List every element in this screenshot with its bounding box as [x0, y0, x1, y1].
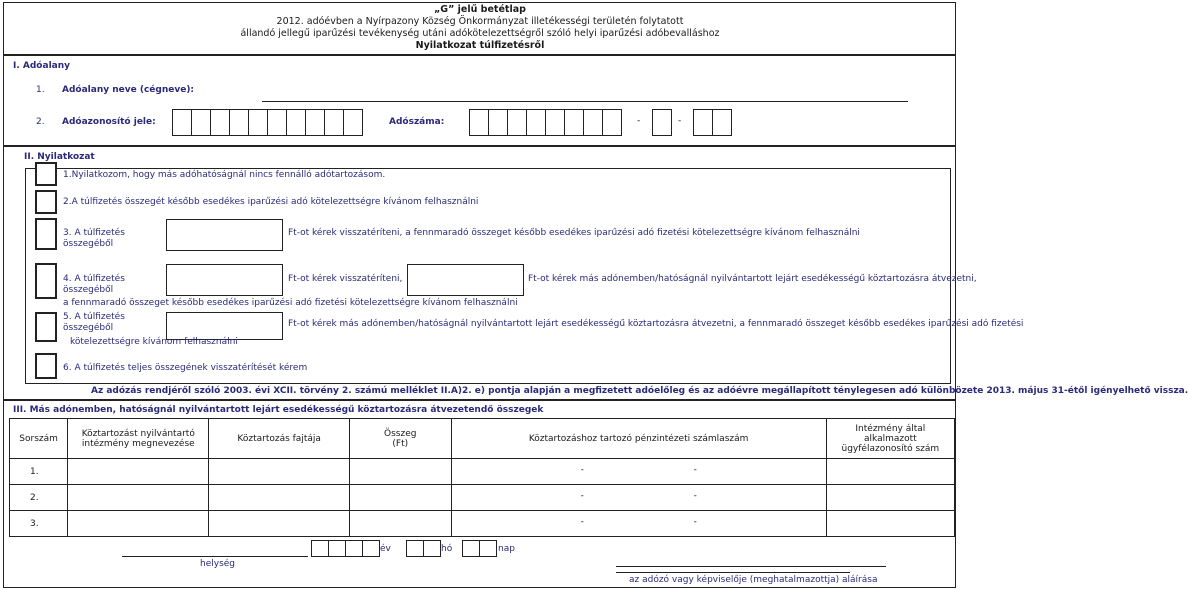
option3-checkbox[interactable] [35, 218, 57, 250]
col-institution: Köztartozást nyilvántartó intézmény megnevezése [68, 419, 209, 459]
tax-id-digit-cell[interactable] [324, 109, 344, 136]
month-label: hó [441, 544, 453, 554]
tax-id-digit-cell[interactable] [210, 109, 230, 136]
table-row [10, 511, 955, 537]
option1-checkbox[interactable] [35, 162, 57, 186]
tax-number-digit-cell[interactable] [488, 109, 508, 136]
taxpayer-name-label: Adóalany neve (cégneve): [62, 85, 195, 95]
signer-label: az adózó vagy képviselője (meghatalmazottja) aláírása [629, 575, 878, 585]
tax-id-label: Adóazonosító jele: [62, 117, 156, 127]
option4-transfer-field[interactable] [407, 264, 524, 296]
cell-institution[interactable] [68, 485, 209, 511]
cell-account[interactable] [451, 459, 826, 485]
cell-debt-type[interactable] [209, 459, 350, 485]
place-line[interactable] [122, 556, 308, 557]
section1-title: I. Adóalany [13, 61, 70, 71]
option4-line2: a fennmaradó összeget később esedékes iparűzési adó fizetési kötelezettségre kívánom felhasználni [63, 298, 518, 308]
month-digit-cell[interactable] [423, 540, 441, 557]
section2-title: II. Nyilatkozat [24, 152, 95, 162]
signature-line[interactable] [616, 566, 886, 567]
option5-text: Ft-ot kérek más adónemben/hatóságnál nyilvántartott lejárt esedékességű köztartozásra átvezetni, a fennmaradó összeget később esedékes iparűzési adó fizetési [288, 319, 1024, 329]
account-dash: - [693, 491, 697, 501]
year-digit-cell[interactable] [311, 540, 329, 557]
option4-right-text: Ft-ot kérek más adónemben/hatóságnál nyilvántartott lejárt esedékességű köztartozásra átvezetni, [528, 274, 977, 284]
option3-label-b: összegéből [63, 239, 114, 249]
col-serial: Sorszám [10, 419, 68, 459]
option5-label-a: 5. A túlfizetés [63, 312, 125, 322]
tax-id-digit-cell[interactable] [343, 109, 363, 136]
tax-number-digit-cell[interactable] [652, 109, 672, 136]
col-client-id: Intézmény által alkalmazott ügyfélazonosító szám [826, 419, 954, 459]
account-dash: - [693, 465, 697, 475]
option5-amount-field[interactable] [166, 312, 283, 340]
option4-label-b: összegéből [63, 285, 114, 295]
row-number: 1. [10, 459, 68, 485]
form-subtitle-2: állandó jellegű iparűzési tevékenység utáni adókötelezettségről szóló helyi iparűzési adóbevalláshoz [240, 28, 720, 39]
option5-label-b: összegéből [63, 323, 114, 333]
day-digit-cell[interactable] [462, 540, 480, 557]
year-digit-cell[interactable] [362, 540, 380, 557]
tax-number-digit-cell[interactable] [583, 109, 603, 136]
day-digit-cell[interactable] [479, 540, 497, 557]
row-number: 2. [10, 485, 68, 511]
form-subtitle-1: 2012. adóévben a Nyírpazony Község Önkormányzat illetékességi területén folytatott [276, 16, 684, 27]
account-dash: - [580, 517, 584, 527]
tax-id-digit-cell[interactable] [267, 109, 287, 136]
tax-number-dash-2: - [678, 116, 682, 126]
option6-text: 6. A túlfizetés teljes összegének visszatérítését kérem [63, 363, 308, 373]
section3-title: III. Más adónemben, hatóságnál nyilvántartott lejárt esedékességű köztartozásra átvezetendő összegek [13, 405, 544, 415]
cell-amount[interactable] [349, 485, 451, 511]
option1-text: 1.Nyilatkozom, hogy más adóhatóságnál nincs fennálló adótartozásom. [63, 170, 386, 180]
cell-debt-type[interactable] [209, 511, 350, 537]
cell-debt-type[interactable] [209, 485, 350, 511]
option4-mid-text: Ft-ot kérek visszatéríteni, [288, 274, 403, 284]
tax-number-digit-cell[interactable] [526, 109, 546, 136]
option4-refund-field[interactable] [166, 264, 283, 296]
month-digit-cell[interactable] [406, 540, 424, 557]
option5-checkbox[interactable] [35, 312, 57, 342]
tax-number-digit-cell[interactable] [545, 109, 565, 136]
cell-institution[interactable] [68, 459, 209, 485]
option2-checkbox[interactable] [35, 190, 57, 214]
option2-text: 2.A túlfizetés összegét később esedékes iparűzési adó kötelezettségre kívánom felhasználni [63, 197, 479, 207]
year-digit-cell[interactable] [328, 540, 346, 557]
col-amount-line1: Összeg [384, 428, 417, 439]
tax-id-digit-cell[interactable] [305, 109, 325, 136]
cell-amount[interactable] [349, 459, 451, 485]
tax-number-digit-cell[interactable] [507, 109, 527, 136]
account-dash: - [580, 491, 584, 501]
year-digit-cell[interactable] [345, 540, 363, 557]
cell-account[interactable] [451, 485, 826, 511]
col-amount [349, 419, 451, 459]
cell-client-id[interactable] [826, 459, 954, 485]
option6-checkbox[interactable] [35, 353, 57, 379]
cell-account[interactable] [451, 511, 826, 537]
cell-amount[interactable] [349, 511, 451, 537]
tax-number-label: Adószáma: [389, 117, 445, 127]
form-title: „G” jelű betétlap [434, 4, 526, 15]
option4-label-a: 4. A túlfizetés [63, 274, 125, 284]
option5-line2: kötelezettségre kívánom felhasználni [70, 337, 238, 347]
option3-label-a: 3. A túlfizetés [63, 228, 125, 238]
option3-text: Ft-ot kérek visszatéríteni, a fennmaradó összeget később esedékes iparűzési adó fizetési kötelezettségre kívánom felhasználni [288, 228, 860, 238]
tax-number-digit-cell[interactable] [693, 109, 713, 136]
col-account-number: Köztartozáshoz tartozó pénzintézeti számlaszám [451, 419, 826, 459]
item1-number: 1. [36, 85, 45, 95]
year-label: év [380, 544, 391, 554]
col-amount-line2: (Ft) [392, 438, 409, 449]
account-dash: - [693, 517, 697, 527]
tax-id-digit-cell[interactable] [286, 109, 306, 136]
tax-id-digit-cell[interactable] [248, 109, 268, 136]
tax-number-digit-cell[interactable] [712, 109, 732, 136]
legal-footnote: Az adózás rendjéről szóló 2003. évi XCII. törvény 2. számú melléklet II.A)2. e) pontja alapján a megfizetett adóelőleg és az adóévre megállapított ténylegesen adó különbözete 2013. május 31-étől igényelhető vissza. [91, 386, 1188, 396]
cell-client-id[interactable] [826, 485, 954, 511]
signature-underline [616, 572, 850, 573]
tax-number-digit-cell[interactable] [469, 109, 489, 136]
form-subtitle-3: Nyilatkozat túlfizetésről [415, 40, 545, 51]
debt-table-header [10, 419, 955, 459]
tax-number-dash-1: - [637, 116, 641, 126]
tax-id-digit-cell[interactable] [229, 109, 249, 136]
tax-number-digit-cell[interactable] [564, 109, 584, 136]
taxpayer-name-line[interactable] [262, 101, 908, 102]
tax-id-digit-cell[interactable] [172, 109, 192, 136]
option3-amount-field[interactable] [166, 219, 283, 251]
tax-number-digit-cell[interactable] [602, 109, 622, 136]
tax-id-digit-cell[interactable] [191, 109, 211, 136]
account-dash: - [580, 465, 584, 475]
table-row [10, 485, 955, 511]
row-number: 3. [10, 511, 68, 537]
day-label: nap [498, 544, 515, 554]
table-row [10, 459, 955, 485]
cell-client-id[interactable] [826, 511, 954, 537]
col-debt-type: Köztartozás fajtája [209, 419, 350, 459]
item2-number: 2. [36, 117, 45, 127]
debt-table [9, 418, 955, 537]
place-label: helység [200, 559, 236, 569]
option4-checkbox[interactable] [35, 263, 57, 299]
cell-institution[interactable] [68, 511, 209, 537]
